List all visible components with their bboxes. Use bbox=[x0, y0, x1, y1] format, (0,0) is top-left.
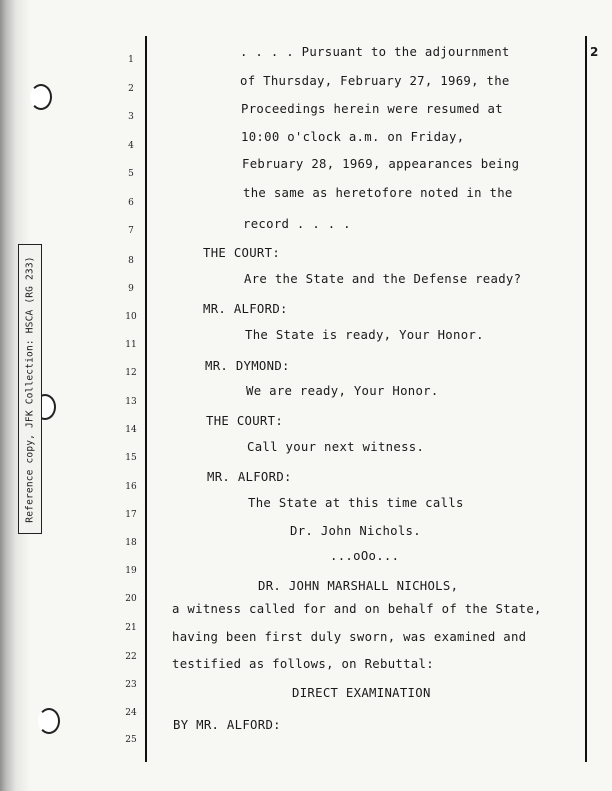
line-number: 12 bbox=[125, 368, 137, 378]
punch-hole-top bbox=[30, 84, 52, 110]
page-number: 2 bbox=[590, 45, 599, 59]
line-number: 6 bbox=[128, 198, 134, 208]
transcript-line: Are the State and the Defense ready? bbox=[244, 272, 522, 286]
line-number: 23 bbox=[125, 680, 137, 690]
transcript-line: The State is ready, Your Honor. bbox=[245, 328, 484, 342]
line-number: 14 bbox=[125, 425, 137, 435]
transcript-line: Proceedings herein were resumed at bbox=[241, 102, 503, 116]
line-number: 19 bbox=[125, 566, 137, 576]
punch-hole-bottom bbox=[38, 708, 60, 734]
examiner-label: BY MR. ALFORD: bbox=[173, 718, 281, 732]
speaker-label: THE COURT: bbox=[206, 414, 284, 428]
speaker-label: THE COURT: bbox=[203, 246, 281, 260]
transcript-line: We are ready, Your Honor. bbox=[246, 384, 439, 398]
transcript-line: Call your next witness. bbox=[247, 440, 425, 454]
archive-stamp bbox=[18, 244, 42, 534]
line-number: 22 bbox=[125, 652, 137, 662]
section-heading: DIRECT EXAMINATION bbox=[292, 686, 431, 700]
transcript-divider: ...oOo... bbox=[330, 549, 400, 563]
transcript-line: of Thursday, February 27, 1969, the bbox=[240, 74, 510, 88]
transcript-line: testified as follows, on Rebuttal: bbox=[172, 657, 434, 671]
line-number: 16 bbox=[125, 482, 137, 492]
line-number: 18 bbox=[125, 538, 137, 548]
line-number: 24 bbox=[125, 708, 137, 718]
line-number: 5 bbox=[128, 169, 134, 179]
line-number: 2 bbox=[128, 84, 134, 94]
line-number: 3 bbox=[128, 112, 134, 122]
transcript-line: February 28, 1969, appearances being bbox=[242, 157, 520, 171]
line-number: 25 bbox=[125, 735, 137, 745]
transcript-line: the same as heretofore noted in the bbox=[243, 186, 513, 200]
line-number: 15 bbox=[125, 453, 137, 463]
line-number: 10 bbox=[125, 312, 137, 322]
line-number: 8 bbox=[128, 256, 134, 266]
transcript-line: Dr. John Nichols. bbox=[290, 524, 421, 538]
transcript-line: 10:00 o'clock a.m. on Friday, bbox=[241, 130, 465, 144]
line-number: 21 bbox=[125, 623, 137, 633]
line-number: 7 bbox=[128, 226, 134, 236]
line-number: 20 bbox=[125, 594, 137, 604]
transcript-line: a witness called for and on behalf of the State, bbox=[172, 602, 542, 616]
speaker-label: MR. DYMOND: bbox=[205, 359, 290, 373]
transcript-frame bbox=[145, 36, 587, 762]
witness-name: DR. JOHN MARSHALL NICHOLS, bbox=[258, 579, 459, 593]
transcript-line: The State at this time calls bbox=[248, 496, 464, 510]
archive-stamp-text: Reference copy, JFK Collection: HSCA (RG 233) bbox=[24, 255, 36, 523]
speaker-label: MR. ALFORD: bbox=[203, 302, 288, 316]
transcript-line: record . . . . bbox=[243, 217, 351, 231]
line-number: 11 bbox=[125, 340, 137, 350]
transcript-line: . . . . Pursuant to the adjournment bbox=[240, 45, 510, 59]
line-number: 1 bbox=[128, 55, 134, 65]
line-number: 9 bbox=[128, 284, 134, 294]
line-number: 13 bbox=[125, 397, 137, 407]
line-number: 4 bbox=[128, 141, 134, 151]
speaker-label: MR. ALFORD: bbox=[207, 470, 292, 484]
transcript-line: having been first duly sworn, was examined and bbox=[172, 630, 527, 644]
line-number: 17 bbox=[125, 510, 137, 520]
